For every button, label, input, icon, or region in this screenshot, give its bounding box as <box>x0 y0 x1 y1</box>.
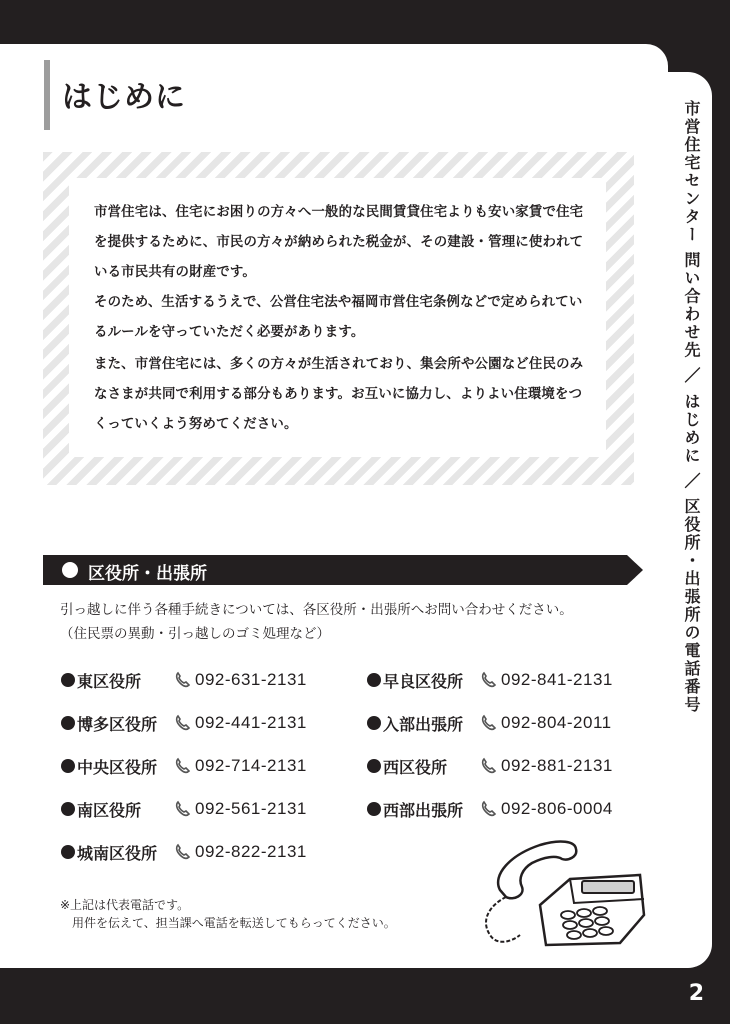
office-phone: 092-714-2131 <box>195 756 307 775</box>
section-title: 区役所・出張所 <box>88 564 207 584</box>
office-phone: 092-804-2011 <box>501 713 612 732</box>
office-phone: 092-561-2131 <box>195 799 307 818</box>
office-name: 博多区役所 <box>77 714 158 734</box>
office-phone: 092-441-2131 <box>195 713 307 732</box>
office-name: 中央区役所 <box>77 757 158 777</box>
bullet-icon <box>61 759 75 773</box>
phone-handset-icon <box>173 800 191 818</box>
phone-handset-icon <box>173 714 191 732</box>
footnote <box>60 896 396 932</box>
bullet-icon <box>367 759 381 773</box>
office-phone: 092-631-2131 <box>195 670 307 689</box>
office-name: 早良区役所 <box>383 671 464 691</box>
office-phone: 092-841-2131 <box>501 670 613 689</box>
bullet-icon <box>367 802 381 816</box>
section-header-arrow <box>627 555 643 585</box>
office-entry <box>61 796 307 822</box>
footnote-line-2: 用件を伝えて、担当課へ電話を転送してもらってください。 <box>60 916 396 930</box>
office-name: 西部出張所 <box>383 800 464 820</box>
office-name: 東区役所 <box>77 671 142 691</box>
intro-paragraph-2: そのため、生活するうえで、公営住宅法や福岡市営住宅条例などで定められているルールを守っていただく必要があります。 <box>94 295 583 340</box>
office-entry <box>61 753 307 779</box>
bullet-icon <box>367 716 381 730</box>
bullet-icon <box>61 716 75 730</box>
office-entry <box>61 667 307 693</box>
section-bullet-icon <box>62 562 78 578</box>
page-number: 2 <box>688 981 704 1006</box>
section-note-detail: （住民票の異動・引っ越しのゴミ処理など） <box>60 626 330 642</box>
office-name: 入部出張所 <box>383 714 464 734</box>
office-entry <box>61 710 307 736</box>
phone-handset-icon <box>173 843 191 861</box>
footnote-line-1: ※上記は代表電話です。 <box>60 898 190 912</box>
phone-handset-icon <box>479 757 497 775</box>
office-entry <box>367 753 613 779</box>
bullet-icon <box>61 845 75 859</box>
office-phone: 092-881-2131 <box>501 756 613 775</box>
phone-handset-icon <box>173 671 191 689</box>
title-accent-bar <box>44 60 50 130</box>
office-entry <box>367 710 612 736</box>
office-entry <box>61 839 307 865</box>
bullet-icon <box>61 802 75 816</box>
intro-paragraph-1: 市営住宅は、住宅にお困りの方々へ一般的な民間賃貸住宅よりも安い家賃で住宅を提供するために、市民の方々が納められた税金が、その建設・管理に使われている市民共有の財産です。 <box>94 205 584 280</box>
office-phone: 092-822-2131 <box>195 842 307 861</box>
page-title: はじめに <box>62 80 186 115</box>
telephone-illustration-icon <box>470 835 650 955</box>
bullet-icon <box>61 673 75 687</box>
phone-handset-icon <box>479 800 497 818</box>
phone-handset-icon <box>479 671 497 689</box>
phone-handset-icon <box>173 757 191 775</box>
side-index-label: 市営住宅センター 問い合わせ先 ／ はじめに ／ 区役所・出張所の電話番号 <box>682 100 701 714</box>
section-note: 引っ越しに伴う各種手続きについては、各区役所・出張所へお問い合わせください。 <box>60 602 573 618</box>
bullet-icon <box>367 673 381 687</box>
office-entry <box>367 667 613 693</box>
phone-handset-icon <box>479 714 497 732</box>
office-name: 城南区役所 <box>77 843 158 863</box>
intro-paragraph-3: また、市営住宅には、多くの方々が生活されており、集会所や公園など住民のみなさまが共同で利用する部分もあります。お互いに協力し、よりよい住環境をつくっていくよう努めてください。 <box>94 357 584 432</box>
office-entry <box>367 796 613 822</box>
office-name: 南区役所 <box>77 800 142 820</box>
office-name: 西区役所 <box>383 757 448 777</box>
office-phone: 092-806-0004 <box>501 799 613 818</box>
